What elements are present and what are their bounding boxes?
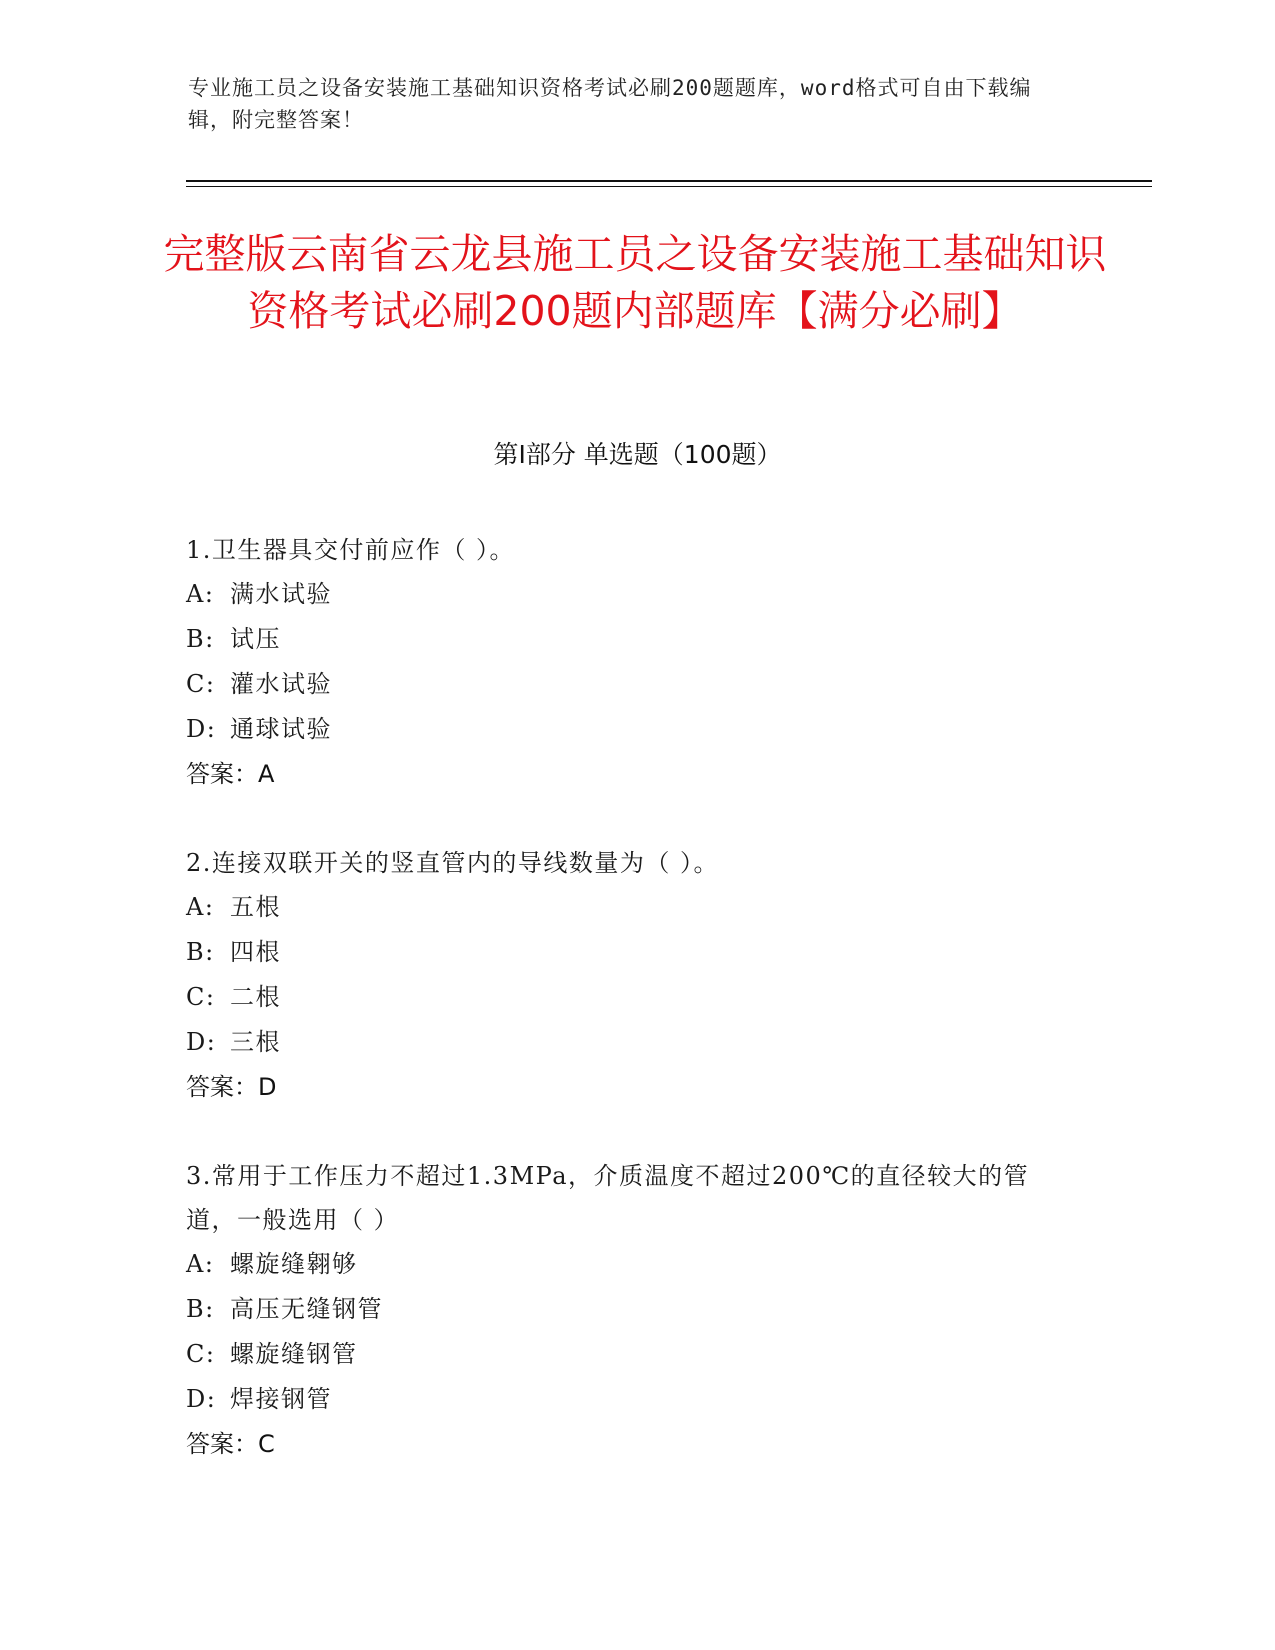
option-text: 试压 xyxy=(230,625,281,653)
option-text: 高压无缝钢管 xyxy=(230,1295,383,1323)
option-a xyxy=(186,1242,1066,1287)
option-a xyxy=(186,885,1066,930)
section-title: 第Ⅰ部分 单选题（100题） xyxy=(493,440,782,469)
option-c xyxy=(186,1332,1066,1377)
document-title: 完整版云南省云龙县施工员之设备安装施工基础知识资格考试必刷200题内部题库【满分必刷】 xyxy=(163,230,1107,335)
question-3 xyxy=(186,1154,1066,1467)
option-c xyxy=(186,975,1066,1020)
option-a xyxy=(186,572,1066,617)
option-d xyxy=(186,1020,1066,1065)
option-d xyxy=(186,1377,1066,1422)
option-c xyxy=(186,662,1066,707)
option-text: 灌水试验 xyxy=(230,670,332,698)
option-b xyxy=(186,1287,1066,1332)
question-stem: 1.卫生器具交付前应作（ ）。 xyxy=(186,536,516,564)
option-label: B: xyxy=(186,625,215,653)
option-label: B: xyxy=(186,1295,215,1323)
question-stem: 2.连接双联开关的竖直管内的导线数量为（ ）。 xyxy=(186,849,720,877)
option-text: 螺旋缝翱够 xyxy=(230,1250,358,1278)
option-text: 五根 xyxy=(230,893,281,921)
question-stem: 3.常用于工作压力不超过1.3MPa，介质温度不超过200℃的直径较大的管道，一般选用（ ） xyxy=(186,1162,1030,1234)
option-label: B: xyxy=(186,938,215,966)
answer: 答案：C xyxy=(186,1430,275,1458)
option-label: C: xyxy=(186,983,216,1011)
option-label: D: xyxy=(186,715,217,743)
option-label: D: xyxy=(186,1385,217,1413)
option-label: C: xyxy=(186,1340,216,1368)
option-text: 二根 xyxy=(230,983,281,1011)
question-1 xyxy=(186,528,1066,797)
option-b xyxy=(186,930,1066,975)
option-text: 通球试验 xyxy=(230,715,332,743)
option-text: 螺旋缝钢管 xyxy=(230,1340,358,1368)
header-note: 专业施工员之设备安装施工基础知识资格考试必刷200题题库，word格式可自由下载编辑，附完整答案！ xyxy=(188,76,1032,132)
option-label: D: xyxy=(186,1028,217,1056)
option-text: 焊接钢管 xyxy=(230,1385,332,1413)
option-text: 满水试验 xyxy=(230,580,332,608)
option-d xyxy=(186,707,1066,752)
option-label: A: xyxy=(186,1250,215,1278)
header-divider-thin xyxy=(186,186,1152,187)
option-label: A: xyxy=(186,580,215,608)
answer: 答案：D xyxy=(186,1073,277,1101)
option-text: 三根 xyxy=(230,1028,281,1056)
option-label: C: xyxy=(186,670,216,698)
header-divider xyxy=(186,180,1152,182)
question-2 xyxy=(186,841,1066,1110)
question-list xyxy=(186,528,1066,1511)
option-label: A: xyxy=(186,893,215,921)
option-text: 四根 xyxy=(230,938,281,966)
option-b xyxy=(186,617,1066,662)
answer: 答案：A xyxy=(186,760,275,788)
